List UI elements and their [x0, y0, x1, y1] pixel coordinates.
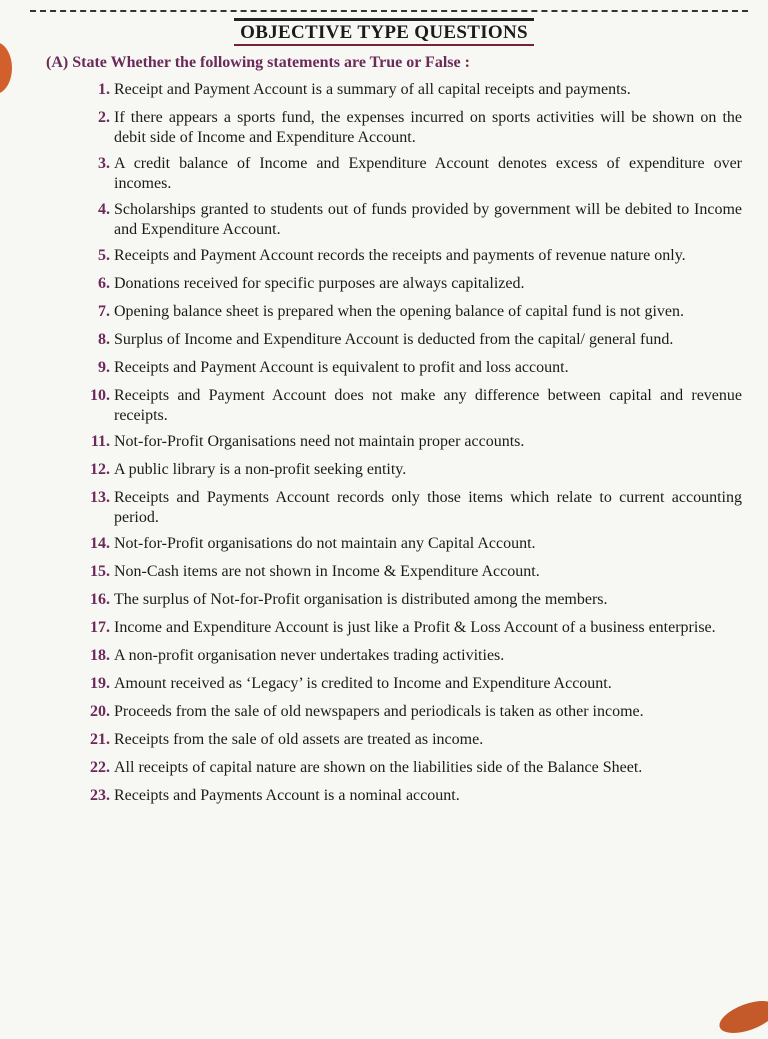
- header-dashed-rule: [30, 10, 748, 12]
- question-number: 14.: [90, 535, 110, 552]
- question-item: [78, 562, 742, 582]
- question-item: [78, 702, 742, 722]
- question-text: Receipts and Payments Account is a nominal account.: [114, 787, 460, 804]
- question-item: [78, 108, 742, 148]
- question-item: [78, 432, 742, 452]
- question-text: Amount received as ‘Legacy’ is credited to Income and Expenditure Account.: [114, 675, 612, 692]
- question-text: Receipts and Payment Account is equivalent to profit and loss account.: [114, 359, 569, 376]
- question-text: Non-Cash items are not shown in Income & Expenditure Account.: [114, 563, 540, 580]
- question-text: Scholarships granted to students out of funds provided by government will be debited to Income and Expenditure Account.: [114, 201, 742, 238]
- question-text: Not-for-Profit organisations do not maintain any Capital Account.: [114, 535, 536, 552]
- page-title-text: OBJECTIVE TYPE QUESTIONS: [234, 18, 534, 46]
- question-number: 18.: [90, 647, 110, 664]
- question-item: [78, 274, 742, 294]
- question-text: The surplus of Not-for-Profit organisation is distributed among the members.: [114, 591, 608, 608]
- question-text: Receipts and Payment Account does not make any difference between capital and revenue receipts.: [114, 387, 742, 424]
- question-number: 11.: [90, 433, 110, 450]
- question-number: 21.: [90, 731, 110, 748]
- question-text: Receipts and Payments Account records only those items which relate to current accounting period.: [114, 489, 742, 526]
- question-item: [78, 646, 742, 666]
- question-item: [78, 618, 742, 638]
- question-text: Income and Expenditure Account is just like a Profit & Loss Account of a business enterprise.: [114, 619, 716, 636]
- question-item: [78, 758, 742, 778]
- question-item: [78, 674, 742, 694]
- question-item: [78, 730, 742, 750]
- question-text: Surplus of Income and Expenditure Account is deducted from the capital/ general fund.: [114, 331, 674, 348]
- question-number: 8.: [98, 331, 110, 348]
- question-item: [78, 590, 742, 610]
- question-item: [78, 460, 742, 480]
- question-item: [78, 386, 742, 426]
- question-item: [78, 302, 742, 322]
- question-number: 15.: [90, 563, 110, 580]
- question-number: 12.: [90, 461, 110, 478]
- question-text: A public library is a non-profit seeking entity.: [114, 461, 407, 478]
- question-number: 23.: [90, 787, 110, 804]
- question-number: 1.: [98, 81, 110, 98]
- question-number: 2.: [98, 109, 110, 126]
- question-text: Donations received for specific purposes are always capitalized.: [114, 275, 525, 292]
- question-number: 13.: [90, 489, 110, 506]
- question-item: [78, 246, 742, 266]
- question-number: 5.: [98, 247, 110, 264]
- question-number: 4.: [98, 201, 110, 218]
- question-text: Receipts from the sale of old assets are treated as income.: [114, 731, 484, 748]
- page-edge-shadow: [0, 42, 12, 94]
- question-text: Proceeds from the sale of old newspapers and periodicals is taken as other income.: [114, 703, 644, 720]
- question-item: [78, 154, 742, 194]
- question-number: 10.: [90, 387, 110, 404]
- question-text: A credit balance of Income and Expenditure Account denotes excess of expenditure over incomes.: [114, 155, 742, 192]
- question-item: [78, 358, 742, 378]
- page-title: [0, 18, 768, 46]
- question-item: [78, 488, 742, 528]
- question-item: [78, 330, 742, 350]
- question-number: 9.: [98, 359, 110, 376]
- question-number: 17.: [90, 619, 110, 636]
- question-number: 22.: [90, 759, 110, 776]
- question-text: Receipt and Payment Account is a summary of all capital receipts and payments.: [114, 81, 631, 98]
- question-number: 19.: [90, 675, 110, 692]
- question-item: [78, 786, 742, 806]
- question-text: If there appears a sports fund, the expenses incurred on sports activities will be shown on the debit side of Income and Expenditure Account.: [114, 109, 742, 146]
- question-text: A non-profit organisation never undertakes trading activities.: [114, 647, 505, 664]
- question-item: [78, 80, 742, 100]
- question-number: 6.: [98, 275, 110, 292]
- section-heading: (A) State Whether the following statements are True or False :: [46, 54, 470, 71]
- question-item: [78, 534, 742, 554]
- question-text: Opening balance sheet is prepared when the opening balance of capital fund is not given.: [114, 303, 685, 320]
- question-text: All receipts of capital nature are shown on the liabilities side of the Balance Sheet.: [114, 759, 643, 776]
- question-list: [78, 80, 742, 814]
- question-number: 7.: [98, 303, 110, 320]
- question-text: Receipts and Payment Account records the receipts and payments of revenue nature only.: [114, 247, 686, 264]
- question-item: [78, 200, 742, 240]
- question-number: 20.: [90, 703, 110, 720]
- question-number: 3.: [98, 155, 110, 172]
- question-number: 16.: [90, 591, 110, 608]
- page-corner-shadow: [715, 995, 768, 1039]
- question-text: Not-for-Profit Organisations need not maintain proper accounts.: [114, 433, 525, 450]
